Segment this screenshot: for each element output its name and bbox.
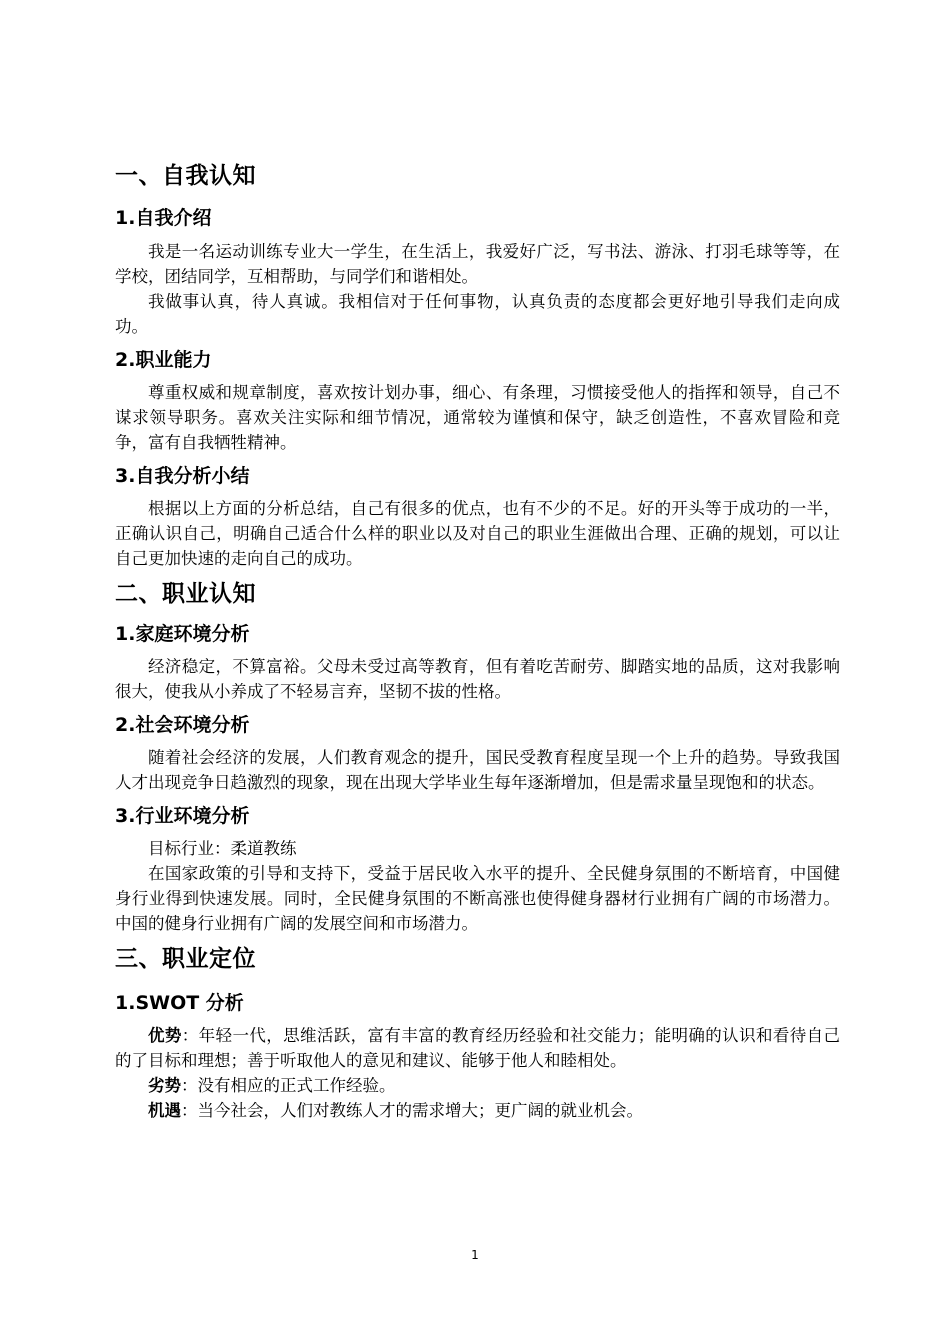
paragraph: 在国家政策的引导和支持下，受益于居民收入水平的提升、全民健身氛围的不断培育，中国健身行业得到快速发展。同时，全民健身氛围的不断高涨也使得健身器材行业拥有广阔的市场潜力。中国的健身行业拥有广阔的发展空间和市场潜力。 bbox=[115, 864, 840, 933]
swot-weakness bbox=[115, 1073, 840, 1098]
paragraph: 我是一名运动训练专业大一学生，在生活上，我爱好广泛，写书法、游泳、打羽毛球等等，在学校，团结同学，互相帮助，与同学们和谐相处。 bbox=[115, 242, 840, 286]
paragraph: 我做事认真，待人真诚。我相信对于任何事物，认真负责的态度都会更好地引导我们走向成功。 bbox=[115, 292, 840, 336]
subheading-self-intro: 1.自我介绍 bbox=[115, 207, 212, 229]
swot-opportunity-text: ：当今社会，人们对教练人才的需求增大；更广阔的就业机会。 bbox=[181, 1101, 643, 1120]
swot-strength bbox=[115, 1023, 840, 1073]
swot-opportunity bbox=[115, 1098, 840, 1123]
swot-weakness-label: 劣势 bbox=[148, 1076, 181, 1095]
paragraph: 根据以上方面的分析总结，自己有很多的优点，也有不少的不足。好的开头等于成功的一半，正确认识自己，明确自己适合什么样的职业以及对自己的职业生涯做出合理、正确的规划，可以让自己更加快速的走向自己的成功。 bbox=[115, 499, 840, 568]
subheading-family-environment: 1.家庭环境分析 bbox=[115, 623, 250, 645]
paragraph: 尊重权威和规章制度，喜欢按计划办事，细心、有条理，习惯接受他人的指挥和领导，自己不谋求领导职务。喜欢关注实际和细节情况，通常较为谨慎和保守，缺乏创造性，不喜欢冒险和竞争，富有自我牺牲精神。 bbox=[115, 383, 840, 452]
swot-strength-text: ：年轻一代，思维活跃，富有丰富的教育经历经验和社交能力；能明确的认识和看待自己的了目标和理想；善于听取他人的意见和建议、能够于他人和睦相处。 bbox=[115, 1026, 841, 1070]
page-number: 1 bbox=[471, 1248, 479, 1262]
document-body bbox=[115, 158, 840, 1123]
subheading-career-ability: 2.职业能力 bbox=[115, 349, 212, 371]
section-heading-career-positioning: 三、职业定位 bbox=[115, 946, 256, 972]
swot-strength-label: 优势 bbox=[148, 1026, 182, 1045]
subheading-industry-environment: 3.行业环境分析 bbox=[115, 805, 250, 827]
section-heading-self-cognition: 一、自我认知 bbox=[115, 163, 256, 189]
swot-weakness-text: ：没有相应的正式工作经验。 bbox=[181, 1076, 396, 1095]
section-heading-career-cognition: 二、职业认知 bbox=[115, 581, 256, 607]
subheading-social-environment: 2.社会环境分析 bbox=[115, 714, 250, 736]
paragraph: 目标行业：柔道教练 bbox=[148, 839, 297, 858]
paragraph: 经济稳定，不算富裕。父母未受过高等教育，但有着吃苦耐劳、脚踏实地的品质，这对我影响很大，使我从小养成了不轻易言弃，坚韧不拔的性格。 bbox=[115, 657, 840, 701]
paragraph: 随着社会经济的发展，人们教育观念的提升，国民受教育程度呈现一个上升的趋势。导致我国人才出现竞争日趋激烈的现象，现在出现大学毕业生每年逐渐增加，但是需求量呈现饱和的状态。 bbox=[115, 748, 840, 792]
swot-opportunity-label: 机遇 bbox=[148, 1101, 181, 1120]
subheading-swot: 1.SWOT 分析 bbox=[115, 992, 244, 1014]
subheading-self-analysis-summary: 3.自我分析小结 bbox=[115, 465, 250, 487]
